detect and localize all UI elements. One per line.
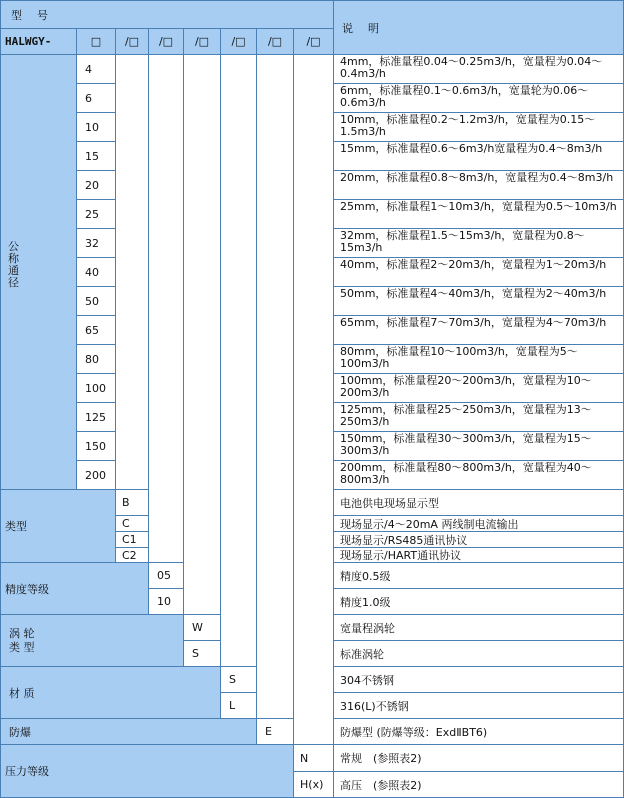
- material-label: 材 质: [9, 686, 35, 700]
- diameter-code: 80: [76, 344, 116, 374]
- material-code: L: [220, 692, 257, 719]
- accuracy-label-cell: [0, 562, 149, 615]
- explosion-code: E: [256, 718, 294, 745]
- model-header: [0, 0, 334, 29]
- turbine-label-cell: [0, 614, 184, 667]
- diameter-desc: 50mm，标准量程4～40m3/h，宽量程为2～40m3/h: [333, 286, 624, 316]
- turbine-code: S: [183, 640, 221, 667]
- diameter-desc: 10mm，标准量程0.2～1.2m3/h，宽量程为0.15～1.5m3/h: [333, 112, 624, 142]
- model-code: HALWGY-: [5, 35, 52, 48]
- description-header: [333, 0, 624, 55]
- type-desc: 现场显示/RS485通讯协议: [333, 531, 624, 548]
- model-code-cell: [0, 28, 77, 55]
- material-label-cell: [0, 666, 221, 719]
- diameter-desc: 100mm，标准量程20～200m3/h，宽量程为10～200m3/h: [333, 373, 624, 403]
- diameter-code: 32: [76, 228, 116, 258]
- type-desc: 现场显示/4～20mA 两线制电流输出: [333, 515, 624, 532]
- pressure-label-cell: [0, 744, 294, 798]
- slot-material: /□: [220, 28, 257, 55]
- slot-explosion: /□: [256, 28, 294, 55]
- type-label: 类型: [5, 520, 27, 533]
- diameter-code: 6: [76, 83, 116, 113]
- empty-column-type: [115, 54, 149, 490]
- diameter-desc: 40mm，标准量程2～20m3/h，宽量程为1～20m3/h: [333, 257, 624, 287]
- diameter-desc: 32mm，标准量程1.5～15m3/h，宽量程为0.8～15m3/h: [333, 228, 624, 258]
- pressure-code: N: [293, 744, 334, 772]
- diameter-code: 25: [76, 199, 116, 229]
- empty-column-pressure: [293, 54, 334, 745]
- diameter-code: 4: [76, 54, 116, 84]
- slot-accuracy: /□: [148, 28, 184, 55]
- accuracy-code: 05: [148, 562, 184, 589]
- explosion-desc: 防爆型 (防爆等级：ExdⅡBT6): [333, 718, 624, 745]
- material-desc: 304不锈钢: [333, 666, 624, 693]
- diameter-code: 200: [76, 460, 116, 490]
- accuracy-label: 精度等级: [5, 582, 49, 596]
- type-desc: 现场显示/HART通讯协议: [333, 547, 624, 563]
- type-code: C: [115, 515, 149, 532]
- diameter-code: 40: [76, 257, 116, 287]
- explosion-label: 防爆: [9, 725, 31, 739]
- diameter-desc: 200mm，标准量程80～800m3/h，宽量程为40～800m3/h: [333, 460, 624, 490]
- slot-turbine: /□: [183, 28, 221, 55]
- diameter-desc: 125mm，标准量程25～250m3/h，宽量程为13～250m3/h: [333, 402, 624, 432]
- description-label: 说 明: [342, 21, 381, 35]
- slot-type: /□: [115, 28, 149, 55]
- diameter-desc: 4mm，标准量程0.04～0.25m3/h，宽量程为0.04～0.4m3/h: [333, 54, 624, 84]
- type-code: C1: [115, 531, 149, 548]
- accuracy-code: 10: [148, 588, 184, 615]
- turbine-label: 涡 轮 类 型: [9, 626, 35, 654]
- diameter-label-cell: [0, 54, 77, 490]
- turbine-desc: 标准涡轮: [333, 640, 624, 667]
- turbine-desc: 宽量程涡轮: [333, 614, 624, 641]
- pressure-code: H(x): [293, 771, 334, 798]
- slot-diameter: □: [76, 28, 116, 55]
- slot-pressure: /□: [293, 28, 334, 55]
- diameter-code: 150: [76, 431, 116, 461]
- diameter-code: 65: [76, 315, 116, 345]
- pressure-label: 压力等级: [5, 765, 49, 778]
- empty-column-turbine: [183, 54, 221, 615]
- diameter-code: 125: [76, 402, 116, 432]
- diameter-code: 10: [76, 112, 116, 142]
- pressure-desc: 常规 (参照表2): [333, 744, 624, 772]
- diameter-desc: 65mm，标准量程7～70m3/h，宽量程为4～70m3/h: [333, 315, 624, 345]
- type-code: C2: [115, 547, 149, 563]
- diameter-code: 50: [76, 286, 116, 316]
- diameter-desc: 25mm，标准量程1～10m3/h，宽量程为0.5～10m3/h: [333, 199, 624, 229]
- explosion-label-cell: [0, 718, 257, 745]
- diameter-desc: 80mm，标准量程10～100m3/h，宽量程为5～100m3/h: [333, 344, 624, 374]
- model-label: 型 号: [11, 8, 50, 22]
- turbine-code: W: [183, 614, 221, 641]
- diameter-desc: 6mm，标准量程0.1～0.6m3/h，宽量轮为0.06～0.6m3/h: [333, 83, 624, 113]
- material-desc: 316(L)不锈钢: [333, 692, 624, 719]
- accuracy-desc: 精度1.0级: [333, 588, 624, 615]
- accuracy-desc: 精度0.5级: [333, 562, 624, 589]
- empty-column-material: [220, 54, 257, 667]
- type-label-cell: [0, 489, 116, 563]
- empty-column-explosion: [256, 54, 294, 719]
- diameter-code: 15: [76, 141, 116, 171]
- diameter-desc: 20mm，标准量程0.8～8m3/h，宽量程为0.4～8m3/h: [333, 170, 624, 200]
- empty-column-accuracy: [148, 54, 184, 563]
- diameter-desc: 150mm，标准量程30～300m3/h，宽量程为15～300m3/h: [333, 431, 624, 461]
- diameter-label: 公称通径: [8, 240, 19, 289]
- type-desc: 电池供电现场显示型: [333, 489, 624, 516]
- type-code: B: [115, 489, 149, 516]
- diameter-code: 20: [76, 170, 116, 200]
- pressure-desc: 高压 (参照表2): [333, 771, 624, 798]
- diameter-code: 100: [76, 373, 116, 403]
- diameter-desc: 15mm，标准量程0.6～6m3/h宽量程为0.4～8m3/h: [333, 141, 624, 171]
- material-code: S: [220, 666, 257, 693]
